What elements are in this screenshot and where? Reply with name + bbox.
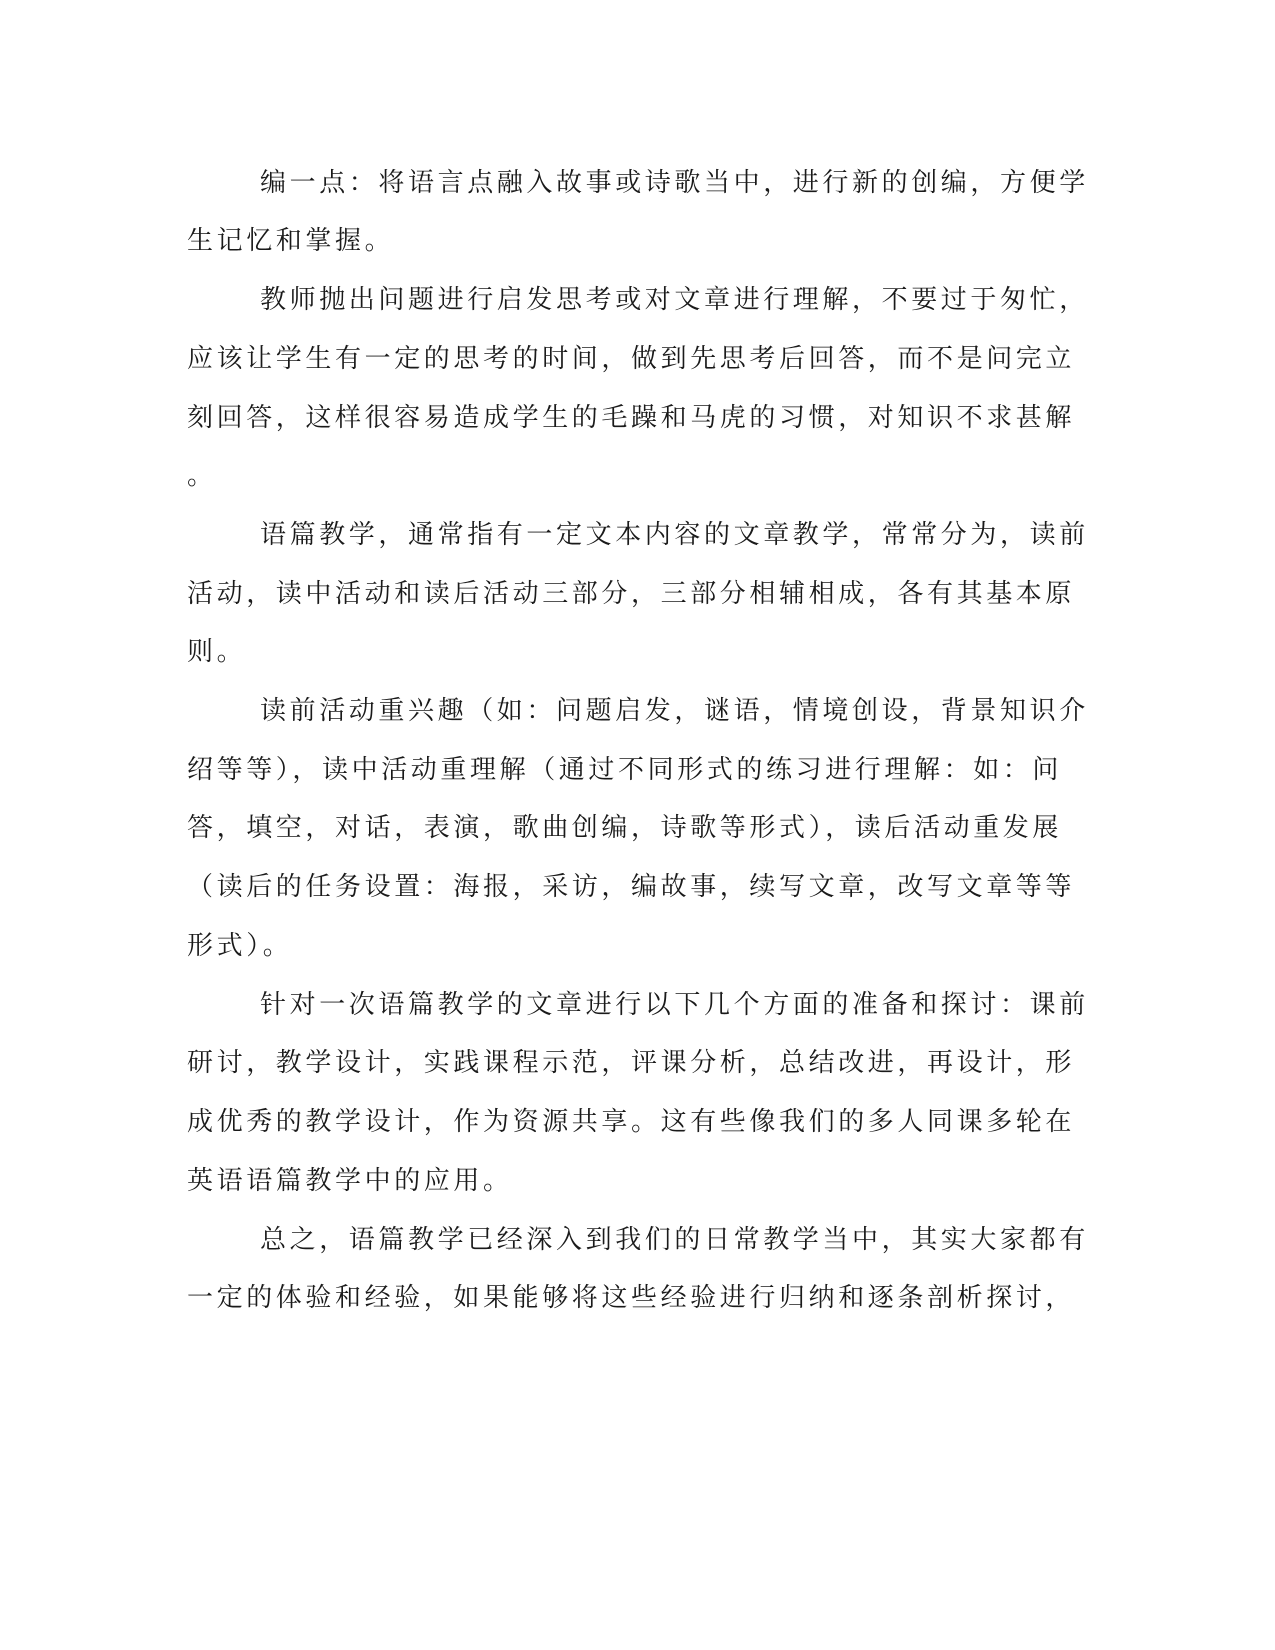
text-line: 教师抛出问题进行启发思考或对文章进行理解，不要过于匆忙， bbox=[260, 285, 1089, 315]
text-line: 生记忆和掌握。 bbox=[187, 226, 395, 256]
text-line: 成优秀的教学设计，作为资源共享。这有些像我们的多人同课多轮在 bbox=[187, 1107, 1076, 1137]
text-line: 读前活动重兴趣（如：问题启发，谜语，情境创设，背景知识介 bbox=[260, 696, 1089, 726]
text-line: 答，填空，对话，表演，歌曲创编，诗歌等形式），读后活动重发展 bbox=[187, 813, 1063, 843]
text-line: 绍等等），读中活动重理解（通过不同形式的练习进行理解：如：问 bbox=[187, 755, 1063, 785]
text-line: （读后的任务设置：海报，采访，编故事，续写文章，改写文章等等 bbox=[187, 872, 1076, 902]
text-line: 则。 bbox=[187, 637, 247, 667]
text-line: 针对一次语篇教学的文章进行以下几个方面的准备和探讨：课前 bbox=[260, 990, 1089, 1020]
text-line: 研讨，教学设计，实践课程示范，评课分析，总结改进，再设计，形 bbox=[187, 1048, 1076, 1078]
text-line: 总之，语篇教学已经深入到我们的日常教学当中，其实大家都有 bbox=[260, 1225, 1089, 1255]
text-line: 应该让学生有一定的思考的时间，做到先思考后回答，而不是问完立 bbox=[187, 344, 1076, 374]
text-line: 活动，读中活动和读后活动三部分，三部分相辅相成，各有其基本原 bbox=[187, 579, 1076, 609]
text-line: 。 bbox=[187, 461, 217, 491]
text-line: 英语语篇教学中的应用。 bbox=[187, 1166, 513, 1196]
text-line: 刻回答，这样很容易造成学生的毛躁和马虎的习惯，对知识不求甚解 bbox=[187, 403, 1076, 433]
text-line: 语篇教学，通常指有一定文本内容的文章教学，常常分为，读前 bbox=[260, 520, 1089, 550]
text-line: 形式）。 bbox=[187, 931, 293, 961]
text-line: 一定的体验和经验，如果能够将这些经验进行归纳和逐条剖析探讨， bbox=[187, 1283, 1076, 1313]
text-line: 编一点：将语言点融入故事或诗歌当中，进行新的创编，方便学 bbox=[260, 168, 1089, 198]
